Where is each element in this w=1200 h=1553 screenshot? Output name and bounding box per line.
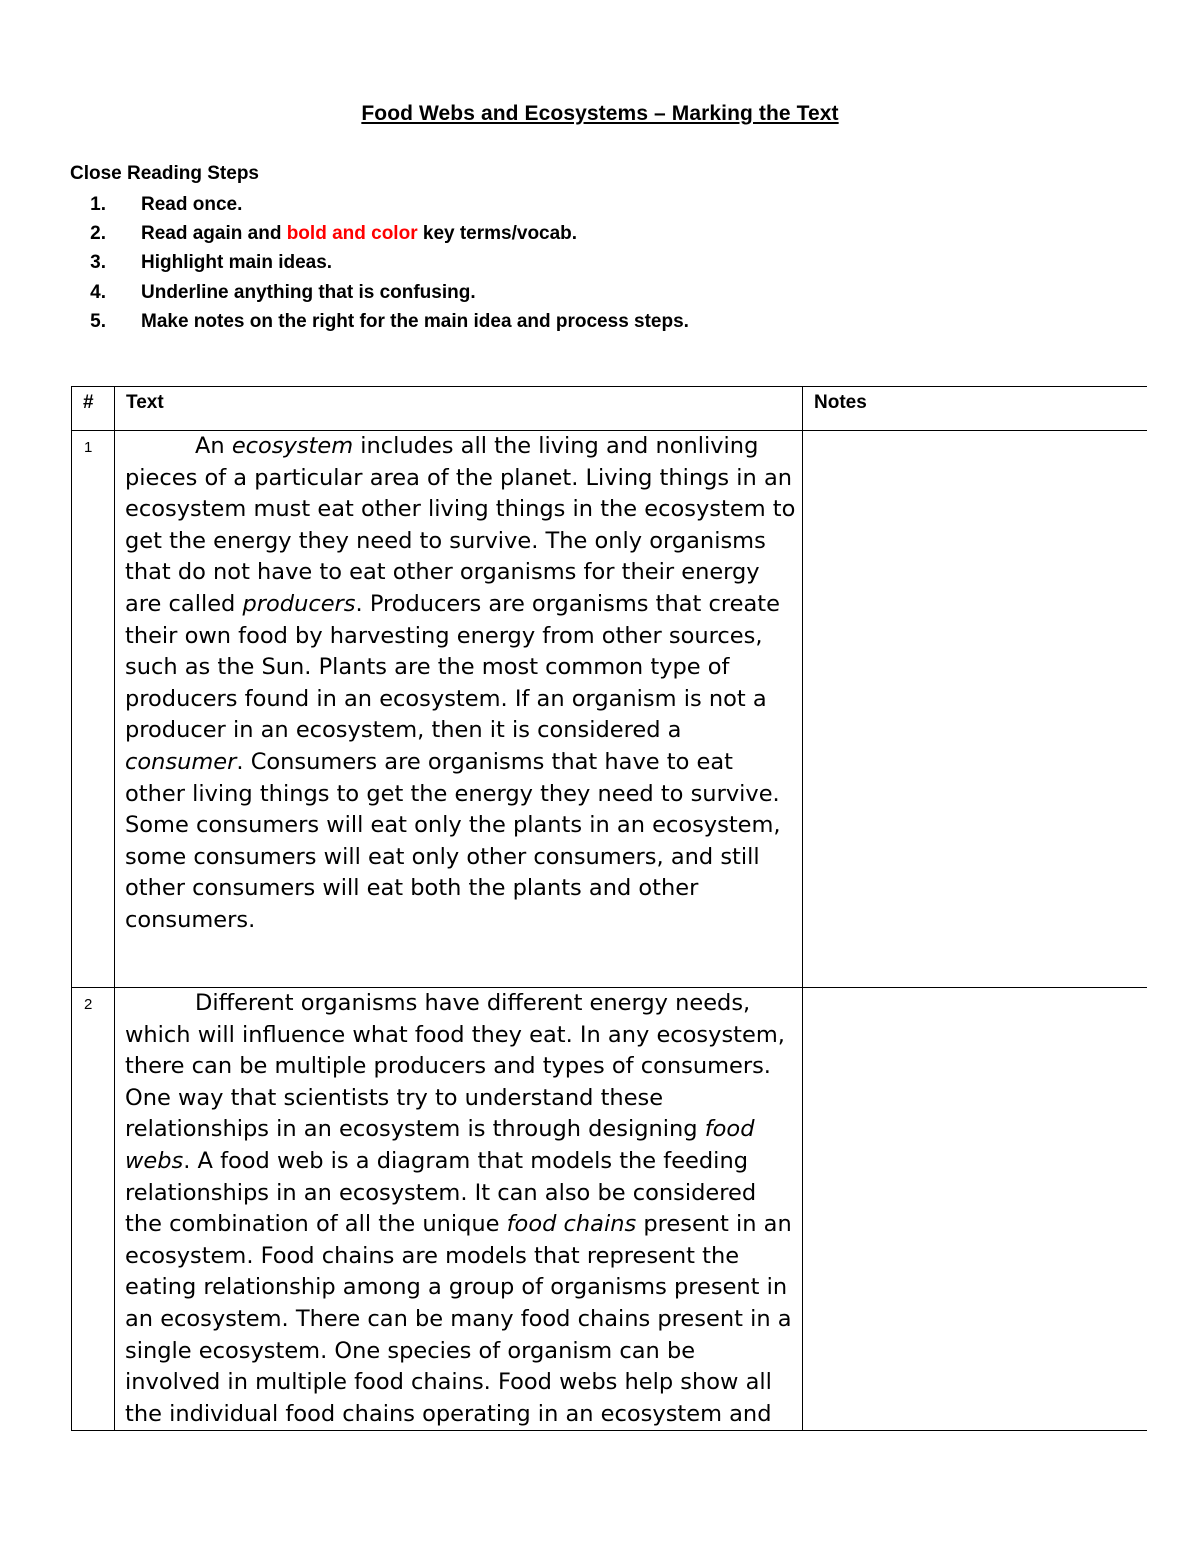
table-row	[72, 988, 1148, 1431]
step-text-after: key terms/vocab.	[417, 223, 578, 245]
step-item	[70, 307, 689, 336]
header-number: #	[72, 387, 115, 431]
paragraph-text: An	[195, 433, 232, 459]
header-text: Text	[115, 387, 803, 431]
row-text-cell	[115, 431, 803, 988]
step-number: 5.	[90, 310, 106, 332]
step-item	[70, 219, 689, 248]
key-term: producers	[242, 590, 356, 617]
steps-list	[70, 190, 689, 336]
table-header-row	[72, 387, 1148, 431]
row-number: 2	[72, 988, 115, 1431]
row-paragraph	[115, 988, 802, 1430]
paragraph-text: includes all the living and nonliving pieces of a particular area of the planet. Living things in an ecosystem must eat other living things in the ecosystem to get the energy they need to survive. The only organisms that do not have to eat other organisms for their energy are called	[125, 433, 796, 617]
step-item	[70, 248, 689, 277]
step-number: 1.	[90, 194, 106, 215]
reading-table-container	[71, 386, 1147, 1446]
notes-cell[interactable]	[803, 431, 1148, 988]
steps-heading: Close Reading Steps	[70, 163, 259, 184]
paragraph-text: present in an ecosystem. Food chains are models that represent the eating relationship among a group of organisms present in an ecosystem. There can be many food chains present in a single ecosystem. One species of organism can be involved in multiple food chains. Food webs help show all the individual food chains operating in an ecosystem and	[125, 1211, 792, 1427]
step-text: Highlight main ideas.	[141, 252, 333, 274]
paragraph-text: . A food web is a diagram that models the feeding relationships in an ecosystem. It can also be considered the combination of all the unique	[125, 1147, 757, 1238]
step-text: Make notes on the right for the main idea and process steps.	[141, 310, 689, 332]
key-term: ecosystem	[231, 433, 354, 459]
step-number: 2.	[90, 223, 106, 245]
row-number: 1	[72, 431, 115, 988]
step-text-before: Read again and	[141, 223, 287, 245]
header-notes: Notes	[803, 387, 1148, 431]
step-text	[141, 219, 577, 248]
table-row	[72, 431, 1148, 988]
step-number: 3.	[90, 252, 106, 274]
key-term: food chains	[506, 1211, 637, 1238]
step-text: Underline anything that is confusing.	[141, 281, 476, 303]
row-paragraph	[115, 431, 802, 937]
step-text: Read once.	[141, 194, 243, 215]
key-term: food webs	[125, 1116, 755, 1174]
paragraph-text: . Consumers are organisms that have to eat other living things to get the energy they need to survive. Some consumers will eat only the plants in an ecosystem, some consumers will eat only other consumers, and still other consumers will eat both the plants and other consumers.	[125, 748, 781, 933]
close-reading-steps	[70, 160, 689, 336]
step-item	[70, 190, 689, 219]
document-title: Food Webs and Ecosystems – Marking the Text	[361, 102, 839, 125]
paragraph-text: . Producers are organisms that create their own food by harvesting energy from other sources, such as the Sun. Plants are the most common type of producers found in an ecosystem. If an organism is not a producer in an ecosystem, then it is considered a	[125, 590, 780, 744]
notes-cell[interactable]	[803, 988, 1148, 1431]
step-text-highlight: bold and color	[286, 223, 418, 245]
key-term: consumer	[125, 748, 237, 775]
row-text-cell	[115, 988, 803, 1431]
reading-table	[71, 386, 1147, 1431]
paragraph-text: Different organisms have different energy needs, which will influence what food they eat. In any ecosystem, there can be multiple producers and types of consumers. One way that scientists try to understand these relationships in an ecosystem is through designing	[125, 990, 785, 1143]
step-item	[70, 278, 689, 307]
step-number: 4.	[90, 281, 106, 303]
